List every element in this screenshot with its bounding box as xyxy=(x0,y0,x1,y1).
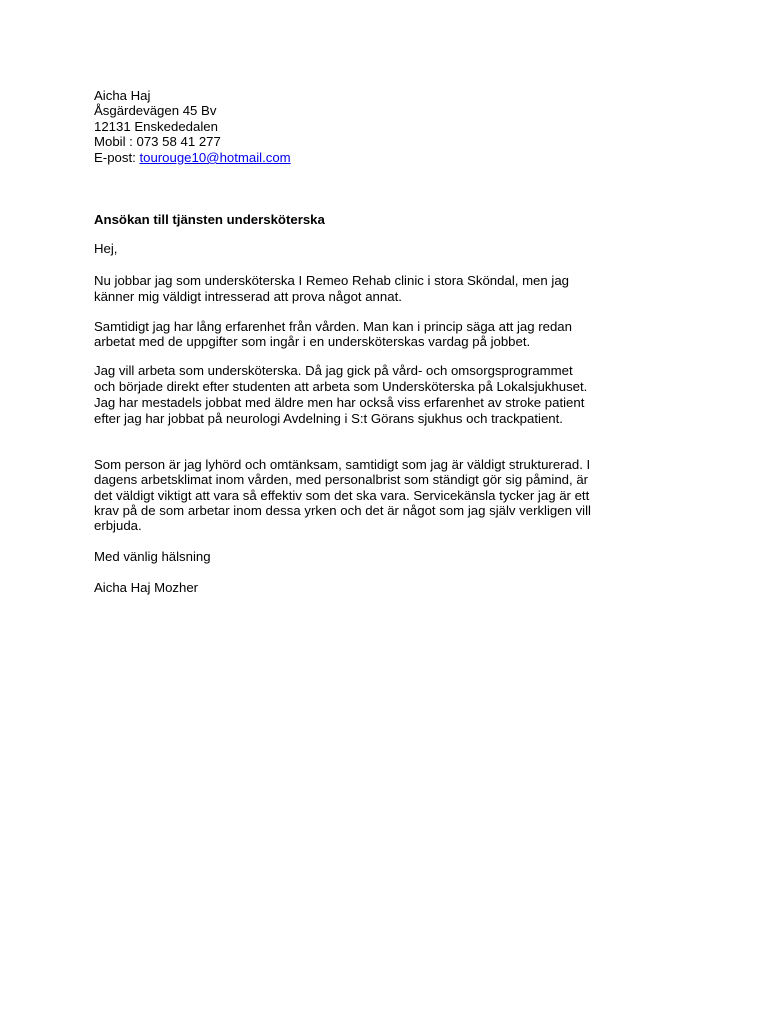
paragraph-line: Nu jobbar jag som undersköterska I Remeo Rehab clinic i stora Sköndal, men jag xyxy=(94,273,569,288)
paragraph-line: efter jag har jobbat på neurologi Avdelning i S:t Görans sjukhus och trackpatient. xyxy=(94,411,563,426)
sender-name: Aicha Haj xyxy=(94,88,151,103)
subject-heading: Ansökan till tjänsten undersköterska xyxy=(94,212,325,227)
sender-postal-city: 12131 Enskededalen xyxy=(94,119,218,134)
email-label: E-post: xyxy=(94,150,140,165)
paragraph-line: Jag har mestadels jobbat med äldre men har också viss erfarenhet av stroke patient xyxy=(94,395,585,410)
paragraph-line: erbjuda. xyxy=(94,518,142,533)
paragraph-line: Jag vill arbeta som undersköterska. Då jag gick på vård- och omsorgsprogrammet xyxy=(94,363,573,378)
greeting: Hej, xyxy=(94,241,118,256)
paragraph-line: krav på de som arbetar inom dessa yrken och det är något som jag själv verkligen vill xyxy=(94,503,591,518)
paragraph-line: Samtidigt jag har lång erfarenhet från vården. Man kan i princip säga att jag redan xyxy=(94,319,572,334)
paragraph-line: och började direkt efter studenten att arbeta som Undersköterska på Lokalsjukhuset. xyxy=(94,379,588,394)
sender-email-line xyxy=(94,150,291,166)
paragraph-line: arbetat med de uppgifter som ingår i en undersköterskas vardag på jobbet. xyxy=(94,334,531,349)
sender-phone: Mobil : 073 58 41 277 xyxy=(94,134,221,149)
paragraph-line: det väldigt viktigt att vara så effektiv som det ska vara. Servicekänsla tycker jag är ett xyxy=(94,488,590,503)
sender-street: Åsgärdevägen 45 Bv xyxy=(94,103,217,118)
closing: Med vänlig hälsning xyxy=(94,549,211,564)
paragraph-line: känner mig väldigt intresserad att prova något annat. xyxy=(94,289,402,304)
email-link[interactable]: tourouge10@hotmail.com xyxy=(139,150,291,165)
paragraph-line: dagens arbetsklimat inom vården, med personalbrist som ständigt gör sig påmind, är xyxy=(94,472,589,487)
paragraph-line: Som person är jag lyhörd och omtänksam, samtidigt som jag är väldigt strukturerad. I xyxy=(94,457,591,472)
signature: Aicha Haj Mozher xyxy=(94,580,199,595)
